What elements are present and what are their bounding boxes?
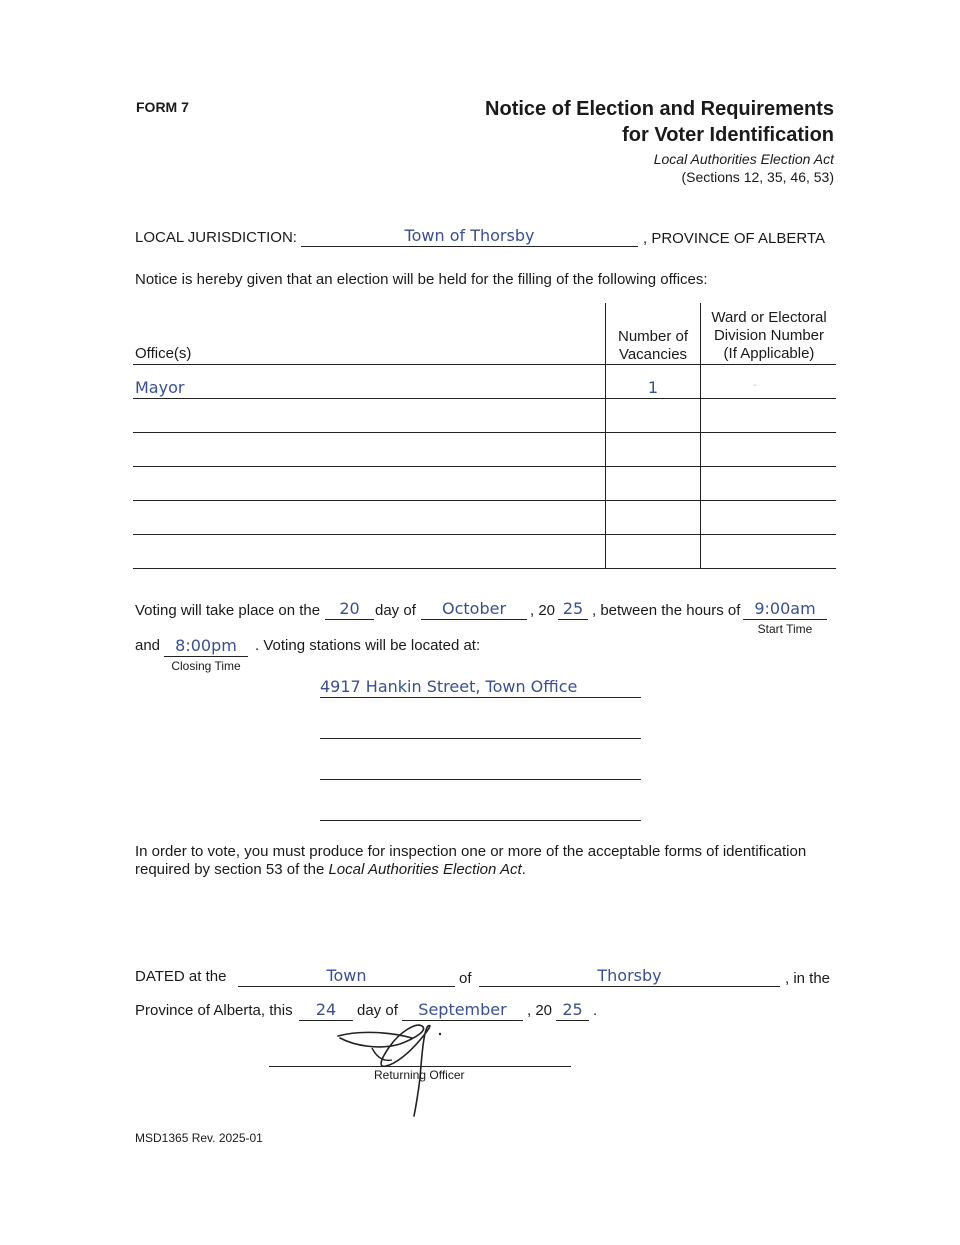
- sections-reference: (Sections 12, 35, 46, 53): [681, 169, 834, 185]
- dated-month: September: [418, 1000, 507, 1019]
- voting-month: October: [441, 599, 507, 618]
- jurisdiction-field: [301, 226, 638, 247]
- col-header-ward: Ward or Electoral Division Number (If Applicable): [711, 309, 827, 362]
- act-name: Local Authorities Election Act: [653, 151, 834, 167]
- dated-text-of: of: [459, 970, 472, 987]
- voting-month-field: [421, 599, 527, 620]
- voting-year-field: [558, 599, 588, 620]
- signature-label: Returning Officer: [374, 1068, 465, 1082]
- dated-place-name: Thorsby: [597, 966, 662, 985]
- table-divider: [605, 303, 606, 568]
- dated-text-1: DATED at the: [135, 968, 227, 985]
- voting-text-and: and: [135, 637, 161, 654]
- id-requirement-line1: In order to vote, you must produce for inspection one or more of the acceptable forms of identification: [135, 843, 807, 860]
- form-footer-code: MSD1365 Rev. 2025-01: [135, 1131, 263, 1145]
- dated-text-end: .: [593, 1002, 598, 1019]
- location-line: [320, 718, 641, 739]
- col-header-vacancies: Number of Vacancies: [617, 328, 689, 363]
- end-time-label: Closing Time: [171, 659, 241, 673]
- office-cell: Mayor: [135, 378, 185, 397]
- col-header-office: Office(s): [135, 345, 192, 362]
- form-title-line2: for Voter Identification: [622, 124, 834, 146]
- dated-place-type: Town: [326, 966, 367, 985]
- location-line: [320, 759, 641, 780]
- end-time: 8:00pm: [175, 636, 237, 655]
- voting-text-4: , between the hours of: [592, 602, 741, 619]
- vacancies-cell: 1: [647, 378, 659, 397]
- location-line: [320, 677, 641, 698]
- voting-day-field: [325, 599, 374, 620]
- jurisdiction-value: Town of Thorsby: [404, 226, 535, 245]
- voting-text-5: . Voting stations will be located at:: [255, 637, 481, 654]
- dated-text-dayof: day of: [357, 1002, 398, 1019]
- table-header-rule: [133, 364, 836, 365]
- voting-text-2: day of: [375, 602, 416, 619]
- end-time-field: [164, 636, 248, 657]
- dated-year: 25: [562, 1000, 583, 1019]
- voting-year: 25: [562, 599, 584, 618]
- dated-place-name-field: [479, 966, 780, 987]
- dated-day-field: [299, 1000, 353, 1021]
- location-line: [320, 800, 641, 821]
- jurisdiction-label: LOCAL JURISDICTION:: [135, 229, 297, 246]
- jurisdiction-suffix: , PROVINCE OF ALBERTA: [643, 230, 825, 247]
- table-divider: [700, 303, 701, 568]
- dated-year-field: [556, 1000, 589, 1021]
- start-time: 9:00am: [754, 599, 816, 618]
- voting-day: 20: [339, 599, 360, 618]
- signature-line: [269, 1066, 571, 1067]
- ward-cell: -: [753, 380, 757, 391]
- id-requirement-line2: required by section 53 of the Local Authorities Election Act.: [135, 861, 526, 878]
- form-label: FORM 7: [136, 99, 189, 115]
- form-title-line1: Notice of Election and Requirements: [485, 98, 834, 120]
- dated-text-in: , in the: [785, 970, 831, 987]
- dated-day: 24: [315, 1000, 337, 1019]
- notice-text: Notice is hereby given that an election will be held for the filling of the following offices:: [135, 271, 708, 288]
- start-time-label: Start Time: [757, 622, 813, 636]
- voting-text-3: , 20: [530, 602, 556, 619]
- dated-place-type-field: [238, 966, 455, 987]
- dated-text-2: Province of Alberta, this: [135, 1002, 293, 1019]
- dated-month-field: [402, 1000, 523, 1021]
- voting-text-1: Voting will take place on the: [135, 602, 321, 619]
- location-value: 4917 Hankin Street, Town Office: [320, 677, 578, 696]
- dated-text-20: , 20: [527, 1002, 553, 1019]
- start-time-field: [743, 599, 827, 620]
